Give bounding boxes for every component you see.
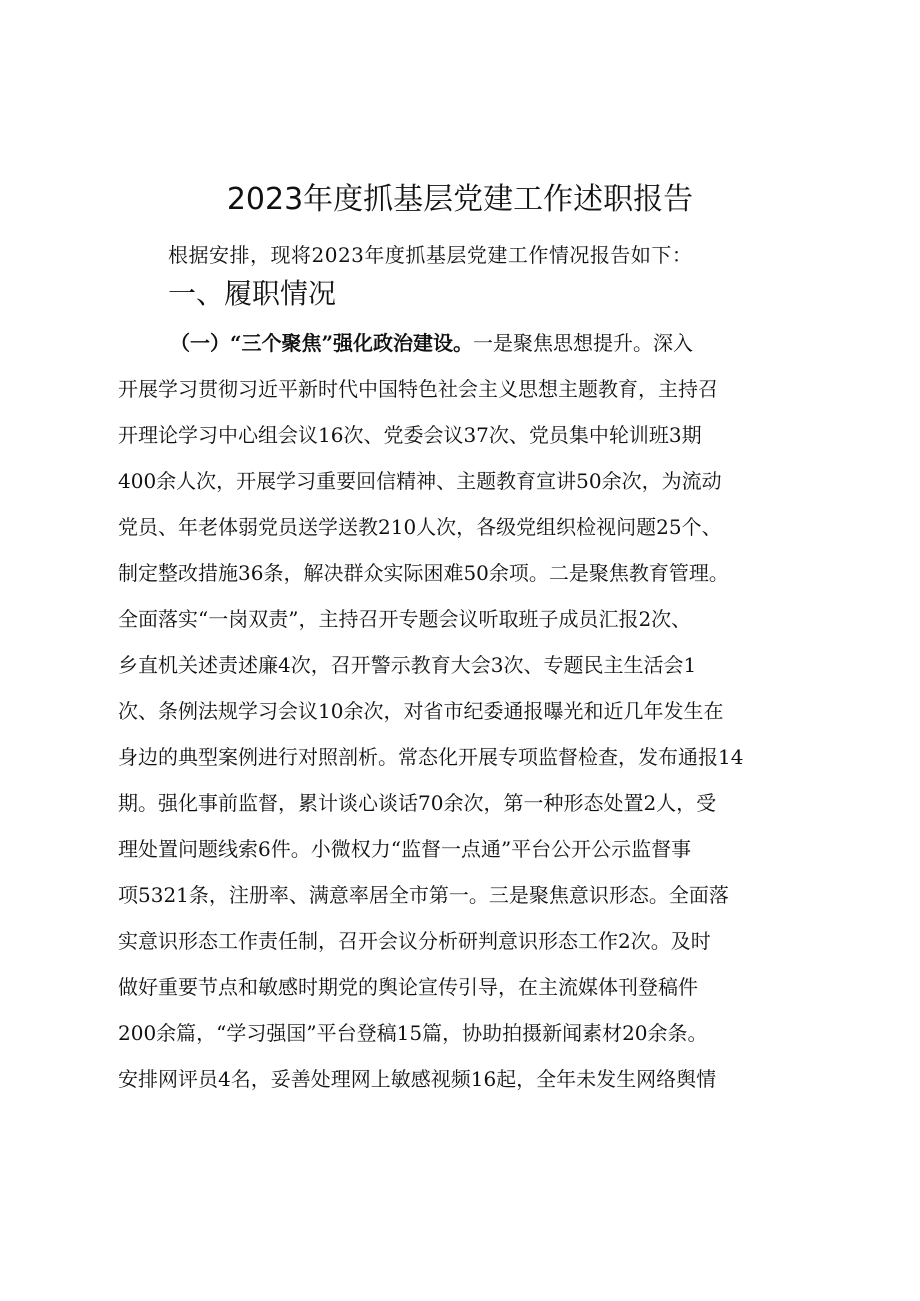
paragraph-line: 项5321条，注册率、满意率居全市第一。三是聚焦意识形态。全面落 <box>118 883 729 907</box>
document-title: 2023年度抓基层党建工作述职报告 <box>226 182 694 217</box>
body-paragraph <box>118 320 828 1102</box>
paragraph-line: 做好重要节点和敏感时期党的舆论宣传引导，在主流媒体刊登稿件 <box>118 975 698 999</box>
line-text: 一是聚焦思想提升。深入 <box>473 331 694 355</box>
section-heading-performance: 一、履职情况 <box>168 277 337 310</box>
paragraph-line: 400余人次，开展学习重要回信精神、主题教育宣讲50余次，为流动 <box>118 469 722 493</box>
paragraph-line: 身边的典型案例进行对照剖析。常态化开展专项监督检查，发布通报14 <box>118 745 744 769</box>
paragraph-line: 开展学习贯彻习近平新时代中国特色社会主义思想主题教育，主持召 <box>118 377 718 401</box>
paragraph-line: 理处置问题线索6件。小微权力“监督一点通”平台公开公示监督事 <box>118 837 692 861</box>
paragraph-line: 乡直机关述责述廉4次，召开警示教育大会3次、专题民主生活会1 <box>118 653 697 677</box>
paragraph-line: 全面落实“一岗双责”，主持召开专题会议听取班子成员汇报2次、 <box>118 607 692 631</box>
paragraph-line: 党员、年老体弱党员送学送教210人次，各级党组织检视问题25个、 <box>118 515 722 539</box>
paragraph-line: 期。强化事前监督，累计谈心谈话70余次，第一种形态处置2人，受 <box>118 791 717 815</box>
paragraph-line: 200余篇，“学习强国”平台登稿15篇，协助拍摄新闻素材20余条。 <box>118 1021 708 1045</box>
paragraph-line <box>118 320 828 366</box>
paragraph-line: 安排网评员4名，妥善处理网上敏感视频16起，全年未发生网络舆情 <box>118 1067 717 1091</box>
subsection-heading: （一）“三个聚焦”强化政治建设。 <box>170 331 474 355</box>
paragraph-line: 次、条例法规学习会议10余次，对省市纪委通报曝光和近几年发生在 <box>118 699 724 723</box>
intro-paragraph: 根据安排，现将2023年度抓基层党建工作情况报告如下： <box>168 243 693 267</box>
paragraph-line: 开理论学习中心组会议16次、党委会议37次、党员集中轮训班3期 <box>118 423 702 447</box>
paragraph-line: 制定整改措施36条，解决群众实际困难50余项。二是聚焦教育管理。 <box>118 561 729 585</box>
paragraph-line: 实意识形态工作责任制，召开会议分析研判意识形态工作2次。及时 <box>118 929 711 953</box>
